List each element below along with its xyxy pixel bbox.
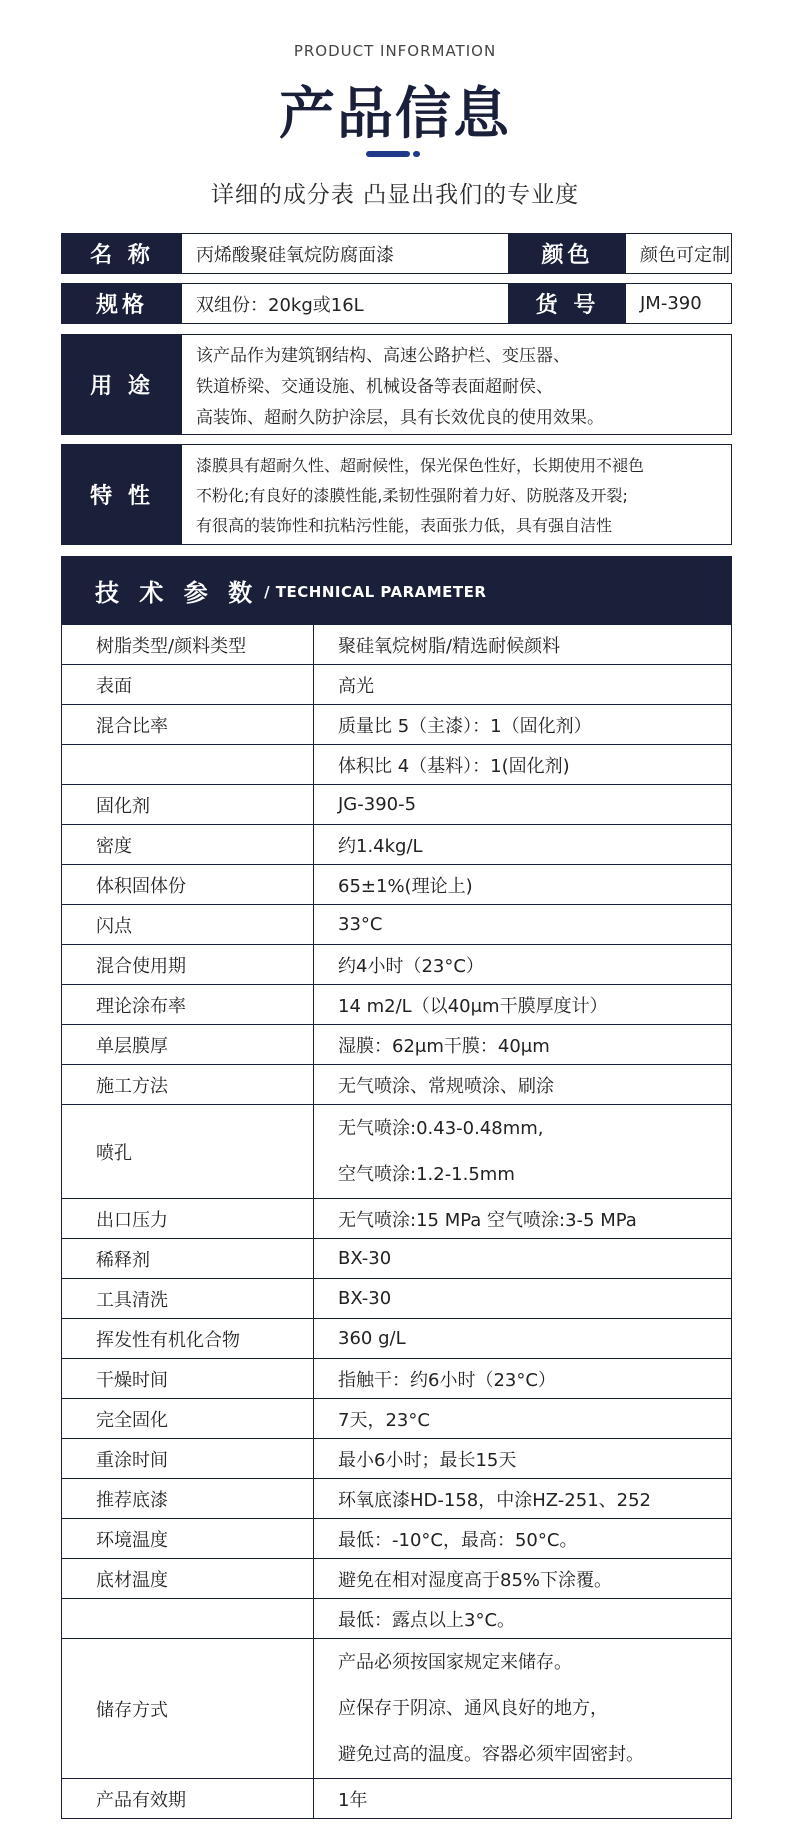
name-label: 名 称 <box>62 234 182 273</box>
name-value: 丙烯酸聚硅氧烷防腐面漆 <box>182 234 509 273</box>
param-value <box>314 745 731 784</box>
spec-label: 规格 <box>62 284 182 323</box>
spec-value: 双组份：20kg或16L <box>182 284 509 323</box>
param-key: 推荐底漆 <box>62 1479 314 1518</box>
param-key: 表面 <box>62 665 314 704</box>
param-key: 混合使用期 <box>62 945 314 984</box>
param-value <box>314 1065 731 1104</box>
feature-label: 特 性 <box>62 445 182 544</box>
param-value <box>314 1479 731 1518</box>
param-key: 混合比率 <box>62 705 314 744</box>
code-label: 货 号 <box>509 284 626 323</box>
param-value-line: 7天，23°C <box>338 1409 430 1431</box>
param-value-line: 约4小时（23°C） <box>338 955 484 977</box>
param-value-line: 最小6小时；最长15天 <box>338 1449 517 1471</box>
table-row <box>62 1358 731 1398</box>
param-value-line: 360 g/L <box>338 1328 406 1349</box>
param-value-line: 湿膜：62μm干膜：40μm <box>338 1035 550 1057</box>
param-key: 挥发性有机化合物 <box>62 1319 314 1358</box>
usage-text <box>182 335 731 434</box>
feature-line: 不粉化;有良好的漆膜性能,柔韧性强附着力好、防脱落及开裂; <box>196 486 628 505</box>
color-value: 颜色可定制 <box>640 244 730 266</box>
param-value <box>314 1439 731 1478</box>
param-value-line: 无气喷涂:15 MPa 空气喷涂:3-5 MPa <box>338 1209 637 1231</box>
usage-line: 高装饰、超耐久防护涂层，具有长效优良的使用效果。 <box>196 408 604 428</box>
param-key: 底材温度 <box>62 1559 314 1598</box>
table-row <box>62 704 731 744</box>
table-row <box>62 1478 731 1518</box>
param-key: 储存方式 <box>62 1639 314 1778</box>
param-value <box>314 705 731 744</box>
param-value <box>314 1359 731 1398</box>
param-value-line: 环氧底漆HD-158，中涂HZ-251、252 <box>338 1489 652 1511</box>
info-row-spec <box>61 283 732 324</box>
param-value-line: 无气喷涂:0.43-0.48mm, <box>338 1117 544 1139</box>
param-value <box>314 945 731 984</box>
param-value <box>314 1519 731 1558</box>
page-subtitle: 详细的成分表 凸显出我们的专业度 <box>210 182 580 208</box>
usage-line: 该产品作为建筑钢结构、高速公路护栏、变压器、 <box>196 346 570 366</box>
usage-line: 铁道桥梁、交通设施、机械设备等表面超耐侯、 <box>196 377 553 397</box>
param-key: 理论涂布率 <box>62 985 314 1024</box>
table-row <box>62 904 731 944</box>
param-value-line: 体积比 4（基料）：1(固化剂) <box>338 755 570 777</box>
param-value-line: 高光 <box>338 675 374 697</box>
param-value-line: 应保存于阴凉、通风良好的地方， <box>338 1697 608 1719</box>
param-value-line: 产品必须按国家规定来储存。 <box>338 1651 572 1673</box>
param-key: 闪点 <box>62 905 314 944</box>
feature-line: 漆膜具有超耐久性、超耐候性，保光保色性好，长期使用不褪色 <box>196 456 645 475</box>
param-value-line: JG-390-5 <box>338 794 417 815</box>
param-key <box>62 745 314 784</box>
table-row <box>62 1638 731 1778</box>
param-value-line: 指触干：约6小时（23°C） <box>338 1369 556 1391</box>
param-value-line: 最低：露点以上3°C。 <box>338 1609 516 1631</box>
param-key: 树脂类型/颜料类型 <box>62 625 314 664</box>
info-row-features <box>61 444 732 545</box>
param-value <box>314 1639 731 1778</box>
color-label: 颜色 <box>509 234 626 273</box>
feature-text <box>182 445 731 544</box>
table-row <box>62 624 731 664</box>
param-value <box>314 785 731 824</box>
param-value-line: 最低：-10°C，最高：50°C。 <box>338 1529 578 1551</box>
page-header <box>0 0 790 222</box>
param-key <box>62 1599 314 1638</box>
table-row <box>62 744 731 784</box>
param-value-line: 聚硅氧烷树脂/精选耐候颜料 <box>338 635 561 657</box>
table-row <box>62 1438 731 1478</box>
param-value-line: 无气喷涂、常规喷涂、刷涂 <box>338 1075 554 1097</box>
info-row-usage <box>61 334 732 435</box>
table-row <box>62 1598 731 1638</box>
param-value <box>314 1105 731 1198</box>
table-row <box>62 664 731 704</box>
param-key: 产品有效期 <box>62 1779 314 1818</box>
param-key: 干燥时间 <box>62 1359 314 1398</box>
feature-line: 有很高的装饰性和抗粘污性能，表面张力低，具有强自洁性 <box>196 516 613 535</box>
table-row <box>62 1278 731 1318</box>
table-row <box>62 1518 731 1558</box>
table-row <box>62 1024 731 1064</box>
param-key: 工具清洗 <box>62 1279 314 1318</box>
table-row <box>62 1238 731 1278</box>
param-value <box>314 1559 731 1598</box>
param-value <box>314 1239 731 1278</box>
param-value-line: 1年 <box>338 1789 368 1811</box>
param-value-line: 14 m2/L（以40μm干膜厚度计） <box>338 995 608 1017</box>
table-row <box>62 1318 731 1358</box>
table-row <box>62 944 731 984</box>
param-value-line: 避免在相对湿度高于85%下涂覆。 <box>338 1569 613 1591</box>
param-value <box>314 1599 731 1638</box>
param-key: 体积固体份 <box>62 865 314 904</box>
param-key: 环境温度 <box>62 1519 314 1558</box>
param-key: 固化剂 <box>62 785 314 824</box>
param-value-line: 质量比 5（主漆）：1（固化剂） <box>338 715 592 737</box>
param-value-line: 约1.4kg/L <box>338 835 423 857</box>
tech-param-table <box>61 624 732 1819</box>
code-value: JM-390 <box>640 293 702 314</box>
page-title: 产品信息 <box>279 82 511 147</box>
param-key: 稀释剂 <box>62 1239 314 1278</box>
param-key: 重涂时间 <box>62 1439 314 1478</box>
table-row <box>62 1064 731 1104</box>
param-value <box>314 865 731 904</box>
table-row <box>62 1198 731 1238</box>
param-value <box>314 665 731 704</box>
param-value <box>314 905 731 944</box>
param-value <box>314 1279 731 1318</box>
accent-dot <box>413 151 420 157</box>
param-key: 单层膜厚 <box>62 1025 314 1064</box>
tech-param-header <box>61 556 732 624</box>
table-row <box>62 1558 731 1598</box>
param-key: 喷孔 <box>62 1105 314 1198</box>
table-row <box>62 824 731 864</box>
param-value <box>314 1199 731 1238</box>
tech-title-en: / TECHNICAL PARAMETER <box>264 583 487 601</box>
param-value <box>314 1399 731 1438</box>
table-row <box>62 1104 731 1198</box>
tech-title-zh: 技 术 参 数 <box>95 578 259 607</box>
param-key: 完全固化 <box>62 1399 314 1438</box>
param-value <box>314 1025 731 1064</box>
param-value <box>314 625 731 664</box>
table-row <box>62 984 731 1024</box>
param-key: 密度 <box>62 825 314 864</box>
param-value-line: 避免过高的温度。容器必须牢固密封。 <box>338 1743 644 1765</box>
param-value-line: 65±1%(理论上) <box>338 875 473 897</box>
param-key: 出口压力 <box>62 1199 314 1238</box>
param-value <box>314 1319 731 1358</box>
table-row <box>62 784 731 824</box>
eyebrow-text: PRODUCT INFORMATION <box>293 42 497 60</box>
info-row-name <box>61 233 732 274</box>
param-value <box>314 1779 731 1818</box>
accent-bar <box>366 151 410 157</box>
param-value-line: BX-30 <box>338 1288 392 1309</box>
usage-label: 用 途 <box>62 335 182 434</box>
table-row <box>62 1778 731 1818</box>
table-row <box>62 1398 731 1438</box>
table-row <box>62 864 731 904</box>
param-value-line: 33°C <box>338 914 383 935</box>
param-value-line: 空气喷涂:1.2-1.5mm <box>338 1163 515 1185</box>
param-value-line: BX-30 <box>338 1248 392 1269</box>
param-key: 施工方法 <box>62 1065 314 1104</box>
param-value <box>314 825 731 864</box>
param-value <box>314 985 731 1024</box>
